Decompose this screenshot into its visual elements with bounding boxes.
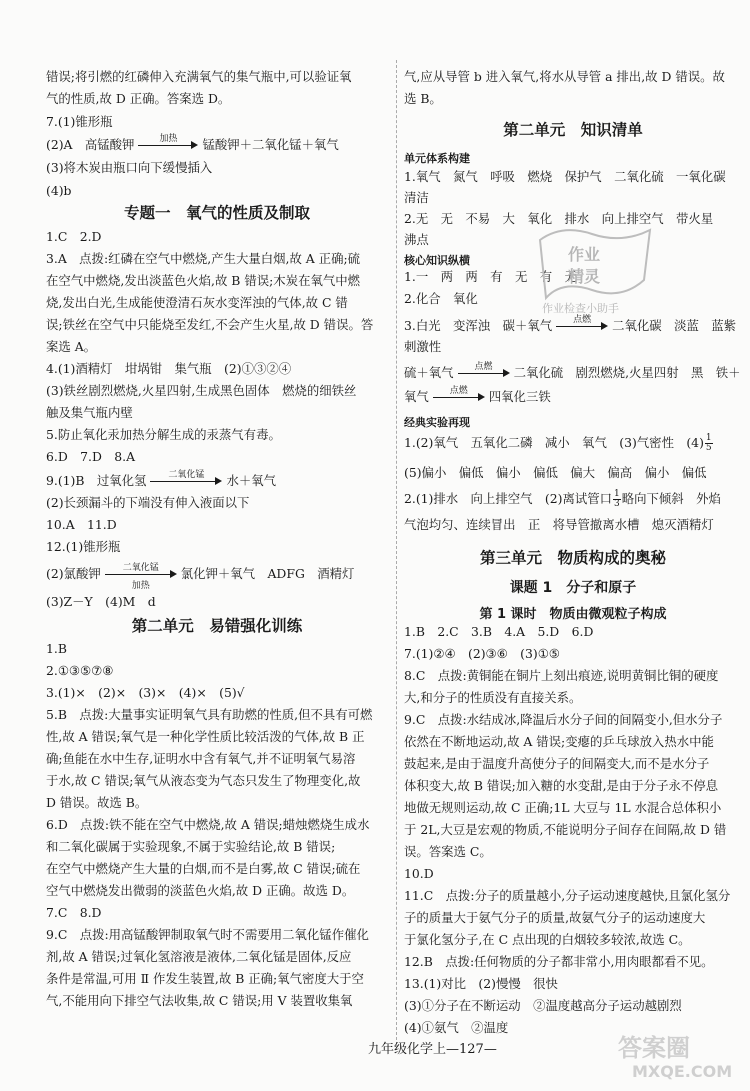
text-line: 子的质量大于氨气分子的质量,故氨气分子的运动速度大 xyxy=(404,910,706,925)
text-line: 6.D 7.D 8.A xyxy=(46,449,136,464)
seal-text: 作业 xyxy=(568,245,601,264)
reaction-condition: 点燃 xyxy=(474,362,493,372)
text-line: 于氯化氢分子,在 C 点出现的白烟较多较浓,故选 C。 xyxy=(404,932,691,947)
seal-caption: 作业检查小助手 xyxy=(542,302,619,315)
text-line: D 错误。故选 B。 xyxy=(46,795,148,810)
text-line: 错误;将引燃的红磷伸入充满氧气的集气瓶中,可以验证氧 xyxy=(46,69,352,84)
product: 锰酸钾＋二氧化锰＋氧气 xyxy=(202,137,339,152)
text-line: 5.B 点拨:大量事实证明氧气具有助燃的性质,但不具有可燃 xyxy=(46,707,373,722)
reaction-line xyxy=(46,563,355,591)
text-line: 9.C 点拨:用高锰酸钾制取氧气时不需要用二氧化锰作催化 xyxy=(46,927,369,942)
section-heading: 第三单元 物质构成的奥秘 xyxy=(479,549,666,567)
reactant: 3.白光 变浑浊 碳＋氧气 xyxy=(404,318,553,333)
section-heading: 专题一 氧气的性质及制取 xyxy=(123,204,310,222)
text-line: 2.化合 氧化 xyxy=(404,291,478,306)
reaction-condition: 加热 xyxy=(131,581,150,591)
text-line: 12.B 点拨:任何物质的分子都非常小,用肉眼都看不见。 xyxy=(404,954,714,969)
text-line: 于水,故 C 错误;氧气从液态变为气态只发生了物理变化,故 xyxy=(46,773,361,788)
page-footer: 九年级化学上—127— xyxy=(368,1042,497,1057)
reaction-arrow xyxy=(136,136,200,154)
product: 氯化钾＋氧气 ADFG 酒精灯 xyxy=(180,566,355,581)
reaction-condition: 二氧化锰 xyxy=(168,470,205,480)
text-line: (4)①氨气 ②温度 xyxy=(404,1020,509,1035)
text-line: 气泡均匀、连续冒出 正 将导管撤离水槽 熄灭酒精灯 xyxy=(404,517,714,532)
text-line: 清洁 xyxy=(404,190,429,205)
subsection-label: 单元体系构建 xyxy=(404,152,470,165)
text-line: 在空气中燃烧,发出淡蓝色火焰,故 B 错误;木炭在氧气中燃 xyxy=(46,273,361,288)
text-line: 2.①③⑤⑦⑧ xyxy=(46,663,114,678)
reactant: 9.(1)B 过氧化氢 xyxy=(46,473,147,488)
text-line: (3)①分子在不断运动 ②温度越高分子运动越剧烈 xyxy=(404,998,682,1013)
text-line: 条件是常温,可用 Ⅱ 作发生装置,故 B 正确;氧气密度大于空 xyxy=(46,971,364,986)
text-line: 1.B xyxy=(46,641,67,656)
text-line: (5)偏小 偏低 偏小 偏低 偏大 偏高 偏小 偏低 xyxy=(404,465,707,480)
text-line xyxy=(404,490,721,509)
product: 二氧化碳 淡蓝 蓝紫 xyxy=(612,318,737,333)
text-line: 1.氧气 氮气 呼吸 燃烧 保护气 二氧化硫 一氧化碳 xyxy=(404,169,726,184)
product: 四氧化三铁 xyxy=(488,389,551,404)
text-line: 大,和分子的性质没有直接关系。 xyxy=(404,690,582,705)
reactant: (2)氯酸钾 xyxy=(46,566,101,581)
text-line: 1.一 两 两 有 无 有 无 xyxy=(404,269,577,284)
fraction-numerator: 1 xyxy=(614,489,620,499)
product: 二氧化硫 剧烈燃烧,火星四射 黑 铁＋ xyxy=(513,365,741,380)
reaction-condition: 二氧化锰 xyxy=(122,563,159,573)
text-line: 沸点 xyxy=(404,232,429,247)
text-line: 在空气中燃烧产生大量的白烟,而不是白雾,故 C 错误;硫在 xyxy=(46,861,361,876)
text-line: 7.C 8.D xyxy=(46,905,102,920)
text-segment: 1.(2)氧气 五氧化二磷 减小 氧气 (3)气密性 (4) xyxy=(404,435,704,450)
text-line: 剂,故 A 错误;过氧化氢溶液是液体,二氧化锰是固体,反应 xyxy=(46,949,352,964)
text-line: 8.C 点拨:黄铜能在铜片上刻出痕迹,说明黄铜比铜的硬度 xyxy=(404,668,719,683)
reaction-line xyxy=(46,136,339,154)
reaction-arrow xyxy=(148,472,224,490)
reaction-condition: 点燃 xyxy=(449,386,468,396)
watermark-seal xyxy=(532,220,662,320)
text-line: 和二氧化碳属于实验现象,不属于实验结论,故 B 错误; xyxy=(46,839,336,854)
text-line: 误;铁丝在空气中只能烧至发红,不会产生火星,故 D 错误。答 xyxy=(46,317,374,332)
subsection-label: 核心知识纵横 xyxy=(404,254,470,267)
reaction-line xyxy=(404,388,551,406)
fraction-denominator: 5 xyxy=(705,443,712,453)
text-line: 7.(1)②④ (2)③⑥ (3)①⑤ xyxy=(404,646,560,661)
watermark-logo: 答案圈 xyxy=(618,1034,690,1062)
fraction-denominator: 3 xyxy=(614,499,620,509)
text-line: 触及集气瓶内壁 xyxy=(46,405,133,420)
period-heading: 第 1 课时 物质由微观粒子构成 xyxy=(479,607,667,622)
text-line: 依然在不断地运动,故 A 错误;变瘪的乒乓球放入热水中能 xyxy=(404,734,714,749)
text-segment: 略向下倾斜 外焰 xyxy=(621,491,721,506)
text-line: 1.C 2.D xyxy=(46,229,102,244)
text-line: 体积变大,故 B 错误;加入糖的水变甜,是由于分子永不停息 xyxy=(404,778,719,793)
column-divider xyxy=(396,60,397,1050)
fraction xyxy=(613,490,621,509)
text-line: 于 2L,大豆是宏观的物质,不能说明分子间存在间隔,故 D 错 xyxy=(404,822,727,837)
reaction-arrow xyxy=(431,388,487,406)
text-line: 选 B。 xyxy=(404,91,442,106)
text-line: 鼓起来,是由于温度升高使分子的间隔变大,而不是水分子 xyxy=(404,756,710,771)
text-line: 6.D 点拨:铁不能在空气中燃烧,故 A 错误;蜡烛燃烧生成水 xyxy=(46,817,370,832)
reactant: (2)A 高锰酸钾 xyxy=(46,137,135,152)
reaction-condition: 加热 xyxy=(159,134,178,144)
product: 水＋氧气 xyxy=(226,473,276,488)
text-line: (3)Z－Y (4)M d xyxy=(46,594,156,609)
reaction-line xyxy=(46,472,276,490)
text-line: 3.A 点拨:红磷在空气中燃烧,产生大量白烟,故 A 正确;硫 xyxy=(46,251,361,266)
text-line: 性,故 A 错误;氧气是一种化学性质比较活泼的气体,故 B 正 xyxy=(46,729,365,744)
reaction-line xyxy=(404,364,741,382)
lesson-heading: 课题 1 分子和原子 xyxy=(509,580,637,596)
subsection-label: 经典实验再现 xyxy=(404,416,470,429)
section-heading: 第二单元 知识清单 xyxy=(503,121,643,139)
text-line: 气,应从导管 b 进入氧气,将水从导管 a 排出,故 D 错误。故 xyxy=(404,69,725,84)
text-line: 地做无规则运动,故 C 正确;1L 大豆与 1L 水混合总体积小 xyxy=(404,800,722,815)
reactant: 氧气 xyxy=(404,389,429,404)
text-line: 4.(1)酒精灯 坩埚钳 集气瓶 (2)①③②④ xyxy=(46,361,292,376)
reaction-arrow xyxy=(103,563,179,591)
text-segment: 2.(1)排水 向上排空气 (2)离试管口 xyxy=(404,491,613,506)
text-line: 11.C 点拨:分子的质量越小,分子运动速度越快,且氯化氢分 xyxy=(404,888,731,903)
text-line xyxy=(404,434,714,453)
text-line: 气,不能用向下排空气法收集,故 C 错误;用 Ⅴ 装置收集氧 xyxy=(46,993,353,1008)
reaction-condition: 点燃 xyxy=(573,315,592,325)
text-line: (4)b xyxy=(46,183,72,198)
text-line: 气的性质,故 D 正确。答案选 D。 xyxy=(46,91,231,106)
text-line: 7.(1)锥形瓶 xyxy=(46,114,113,129)
text-line: (2)长颈漏斗的下端没有伸入液面以下 xyxy=(46,495,250,510)
text-line: 案选 A。 xyxy=(46,339,97,354)
text-line: 12.(1)锥形瓶 xyxy=(46,539,121,554)
text-line: (3)铁丝剧烈燃烧,火星四射,生成黑色固体 燃烧的细铁丝 xyxy=(46,383,357,398)
fraction-numerator: 1 xyxy=(705,433,712,443)
text-line: 确;鱼能在水中生存,证明水中含有氧气,并不证明氧气易溶 xyxy=(46,751,356,766)
section-heading: 第二单元 易错强化训练 xyxy=(131,617,303,635)
text-line: 9.C 点拨:水结成冰,降温后水分子间的间隔变小,但水分子 xyxy=(404,712,723,727)
text-line: 空气中燃烧发出微弱的淡蓝色火焰,故 D 正确。故选 D。 xyxy=(46,883,355,898)
text-line: 烧,发出白光,生成能使澄清石灰水变浑浊的气体,故 C 错 xyxy=(46,295,348,310)
fraction xyxy=(705,434,713,453)
text-line: (3)将木炭由瓶口向下缓慢插入 xyxy=(46,160,213,175)
text-line: 5.防止氧化汞加热分解生成的汞蒸气有毒。 xyxy=(46,427,281,442)
text-line: 10.D xyxy=(404,866,434,881)
seal-text: 精灵 xyxy=(568,267,601,286)
text-line: 3.(1)× (2)× (3)× (4)× (5)√ xyxy=(46,685,245,700)
reactant: 硫＋氧气 xyxy=(404,365,454,380)
text-line: 1.B 2.C 3.B 4.A 5.D 6.D xyxy=(404,624,594,639)
text-line: 13.(1)对比 (2)慢慢 很快 xyxy=(404,976,558,991)
reaction-arrow xyxy=(456,364,512,382)
text-line: 10.A 11.D xyxy=(46,517,117,532)
watermark-url: MXQE.COM xyxy=(632,1062,733,1081)
text-line: 2.无 无 不易 大 氧化 排水 向上排空气 带火星 xyxy=(404,211,714,226)
text-line: 误。答案选 C。 xyxy=(404,844,492,859)
text-line: 刺激性 xyxy=(404,339,442,354)
